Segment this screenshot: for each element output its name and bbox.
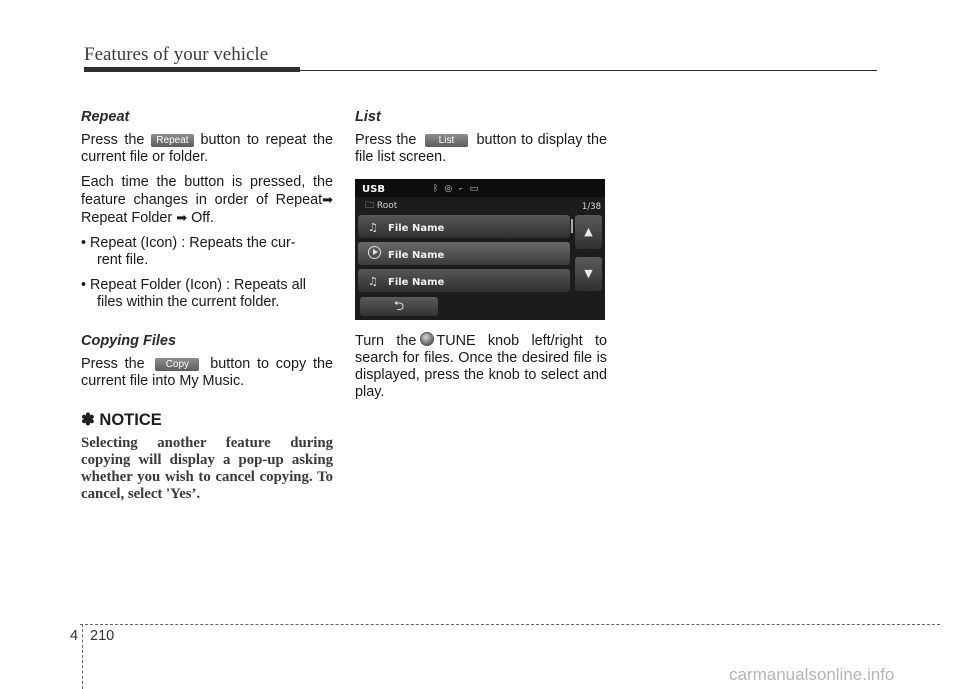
music-note-icon: ♫ xyxy=(368,221,378,234)
tune-paragraph xyxy=(355,332,607,401)
repeat-bullet-2 xyxy=(81,277,333,311)
watermark: carmanualsonline.info xyxy=(729,665,895,684)
repeat-heading: Repeat xyxy=(81,109,130,125)
copying-p-before: Press the xyxy=(81,356,145,372)
file-row-2[interactable] xyxy=(358,242,570,265)
folder-label xyxy=(365,198,397,215)
notice-title: ✽ NOTICE xyxy=(81,411,162,429)
tune-knob-icon xyxy=(420,332,434,346)
folder-name: Root xyxy=(376,201,398,211)
bullet-1-line-b: rent file. xyxy=(97,252,149,268)
repeat-bullet-1 xyxy=(81,235,333,269)
file-row-label: File Name xyxy=(388,250,445,261)
repeat-paragraph-2 xyxy=(81,174,333,227)
folder-icon: 🗀 xyxy=(365,201,375,211)
list-p-after: button to display the file list screen. xyxy=(355,132,608,165)
repeat-p2-b: Repeat Folder xyxy=(81,210,173,226)
repeat-p2-a: Each time the button is pressed, the feature changes in order of Repeat xyxy=(81,174,333,208)
battery-icon: ▭ xyxy=(469,184,485,194)
list-p-before: Press the xyxy=(355,132,417,148)
notice-body: Selecting another feature during copying will display a pop-up asking whether you wish to cancel copying. To cancel, select 'Yes’. xyxy=(81,435,333,502)
file-row-1[interactable] xyxy=(358,215,570,238)
header-rule-thin xyxy=(300,70,877,71)
page-header-title: Features of your vehicle xyxy=(84,44,269,65)
footer-vertical-rule xyxy=(82,624,83,689)
copy-button-chip: Copy xyxy=(155,358,199,371)
chapter-number: 4 xyxy=(70,628,79,644)
repeat-p1-before: Press the xyxy=(81,132,145,148)
record-icon: ◎ xyxy=(444,184,459,194)
tune-before: Turn the xyxy=(355,333,417,349)
repeat-paragraph-1 xyxy=(81,132,333,166)
scroll-up-button[interactable] xyxy=(575,215,602,249)
header-rule-thick xyxy=(84,67,300,72)
list-button-chip: List xyxy=(425,134,468,147)
repeat-button-chip: Repeat xyxy=(151,134,194,147)
scroll-down-button[interactable] xyxy=(575,257,602,291)
left-column xyxy=(81,109,333,503)
bullet-2-line-a: • Repeat Folder (Icon) : Repeats all xyxy=(81,277,307,293)
triangle-down-icon: ▼ xyxy=(584,267,593,280)
copying-heading: Copying Files xyxy=(81,333,177,349)
play-circle-icon xyxy=(368,246,381,264)
list-heading: List xyxy=(355,109,381,125)
file-row-label: File Name xyxy=(388,277,445,288)
file-count: 1/38 xyxy=(581,202,601,212)
repeat-p1-after: button to repeat the current file or folder. xyxy=(81,132,333,165)
screen-folder-row xyxy=(355,197,605,213)
file-row-3[interactable] xyxy=(358,269,570,292)
arrow-right-icon: ➡ xyxy=(176,210,188,225)
screen-source-label: USB xyxy=(362,184,385,195)
footer-rule xyxy=(80,624,940,625)
bullet-2-line-b: files within the current folder. xyxy=(97,294,280,310)
page-number: 210 xyxy=(90,628,115,644)
file-list-screen xyxy=(355,179,605,320)
bluetooth-icon: ᛒ xyxy=(433,184,445,194)
music-note-icon: ♫ xyxy=(368,275,378,288)
bullet-1-line-a: • Repeat (Icon) : Repeats the cur- xyxy=(81,235,296,251)
file-row-label: File Name xyxy=(388,223,445,234)
arrow-right-icon: ➡ xyxy=(322,192,333,207)
list-paragraph xyxy=(355,132,607,166)
usb-icon: ⟜ xyxy=(458,184,470,194)
scrollbar-thumb[interactable] xyxy=(571,219,573,233)
screen-status-icons xyxy=(433,181,484,198)
tune-after: TUNE knob left/right to search for files. Once the desired file is displayed, press the knob to select and play. xyxy=(355,333,607,400)
middle-column xyxy=(355,109,607,409)
triangle-up-icon: ▲ xyxy=(584,225,593,238)
repeat-p2-c: Off. xyxy=(191,210,215,226)
copying-p-after: button to copy the current file into My Music. xyxy=(81,356,333,389)
copying-paragraph xyxy=(81,356,333,390)
back-button[interactable] xyxy=(360,297,438,316)
back-arrow-icon: ⮌ xyxy=(393,299,405,314)
screen-status-bar xyxy=(355,179,605,197)
